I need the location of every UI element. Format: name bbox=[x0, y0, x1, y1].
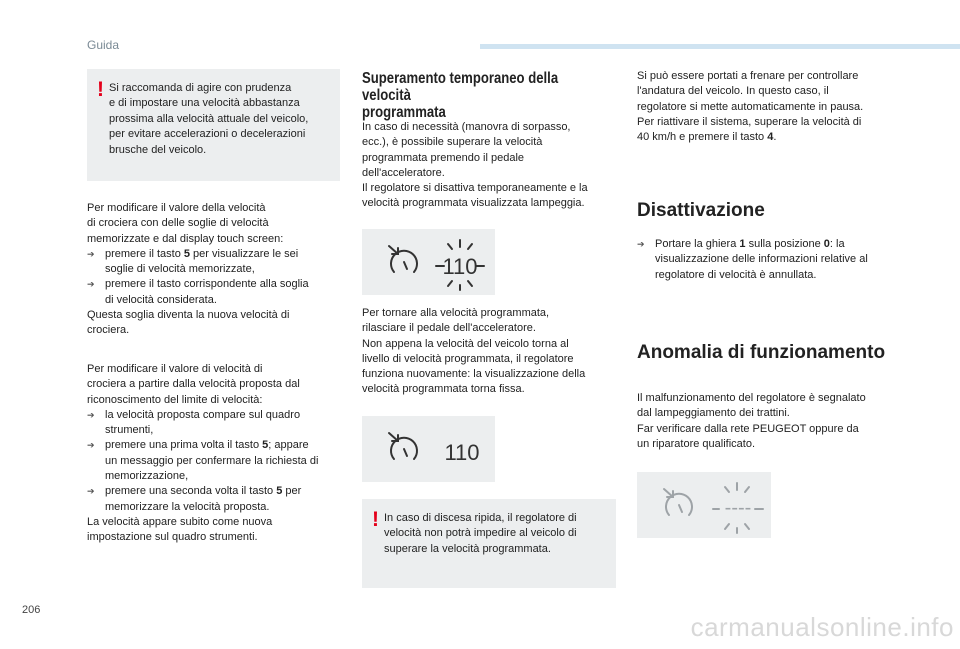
text-span: visualizzazione delle informazioni relative al bbox=[655, 253, 868, 266]
text-line: crociera a partire dalla velocità proposta dal bbox=[87, 378, 300, 391]
speedometer-dashes-icon bbox=[637, 472, 771, 538]
deactivation-instructions bbox=[637, 237, 899, 283]
text-line: regolatore si mette automaticamente in pausa. bbox=[637, 100, 864, 113]
warning-box bbox=[87, 69, 340, 181]
bullet-item bbox=[87, 408, 349, 439]
text-span: premere il tasto corrispondente alla soglia bbox=[105, 278, 309, 291]
bullet-item bbox=[87, 277, 347, 308]
text-span: . bbox=[773, 131, 777, 144]
section-label: Guida bbox=[87, 38, 120, 52]
key-number: 5 bbox=[183, 247, 190, 260]
text-span: strumenti, bbox=[105, 424, 154, 437]
title-line: programmata bbox=[362, 104, 446, 121]
dashes-value: ---- bbox=[724, 497, 752, 519]
text-span: memorizzazione, bbox=[105, 470, 189, 483]
text-line: un riparatore qualificato. bbox=[637, 437, 756, 450]
text-span: per visualizzare le sei bbox=[190, 247, 299, 260]
text-span: un messaggio per confermare la richiesta di bbox=[105, 454, 319, 467]
key-number: 0 bbox=[823, 238, 830, 250]
text-line: Si può essere portati a frenare per controllare bbox=[637, 70, 859, 82]
text-span: 40 km/h e premere il tasto bbox=[637, 131, 768, 144]
title-line: Superamento temporaneo della velocità bbox=[362, 70, 559, 104]
text-span: premere il tasto bbox=[105, 247, 184, 260]
block-stored-thresholds bbox=[87, 201, 347, 339]
speedometer-flashing-icon bbox=[362, 229, 495, 295]
text-span: premere una seconda volta il tasto bbox=[105, 485, 277, 498]
text-span: memorizzare la velocità proposta. bbox=[105, 500, 270, 513]
warning-text bbox=[109, 81, 330, 158]
text-span: soglie di velocità memorizzate, bbox=[105, 263, 255, 276]
text-line: ecc.), è possibile superare la velocità bbox=[362, 136, 543, 149]
text-span: : la bbox=[829, 238, 845, 250]
text-line: Il malfunzionamento del regolatore è segnalato bbox=[637, 392, 866, 404]
text-line: memorizzate e dal display touch screen: bbox=[87, 232, 284, 245]
section-title-temporary-override bbox=[362, 70, 608, 121]
watermark: carmanualsonline.info bbox=[690, 612, 954, 642]
text-line: Questa soglia diventa la nuova velocità di bbox=[87, 309, 290, 322]
text-line bbox=[637, 130, 897, 145]
exclamation-icon: ! bbox=[97, 78, 104, 101]
text-line: La velocità appare subito come nuova bbox=[87, 515, 273, 528]
text-span: di velocità considerata. bbox=[105, 293, 217, 306]
text-line: riconoscimento del limite di velocità: bbox=[87, 393, 263, 406]
header-bar bbox=[480, 44, 960, 49]
text-line: Per riattivare il sistema, superare la velocità di bbox=[637, 115, 862, 128]
text-line: dal lampeggiamento dei trattini. bbox=[637, 407, 790, 420]
text-line: Per modificare il valore della velocità bbox=[87, 202, 266, 214]
text-span: per bbox=[282, 485, 302, 498]
warning-line: prossima alla velocità attuale del veicolo, bbox=[109, 112, 309, 125]
text-line: velocità programmata torna fissa. bbox=[362, 383, 525, 396]
warning-line: velocità non potrà impedire al veicolo di bbox=[384, 527, 577, 540]
text-line: livello di velocità programmata, il regolatore bbox=[362, 352, 574, 365]
text-line: In caso di necessità (manovra di sorpasso, bbox=[362, 121, 571, 133]
text-span: ; appare bbox=[268, 439, 309, 452]
text-line: dell'acceleratore. bbox=[362, 166, 445, 179]
text-span: la velocità proposta compare sul quadro bbox=[105, 408, 301, 421]
key-number: 1 bbox=[739, 238, 746, 250]
key-number: 5 bbox=[276, 485, 283, 498]
key-number: 5 bbox=[262, 439, 269, 452]
text-line: impostazione sul quadro strumenti. bbox=[87, 531, 258, 544]
warning-line: e di impostare una velocità abbastanza bbox=[109, 97, 300, 110]
speed-value: 110 bbox=[442, 254, 478, 279]
bullet-item bbox=[87, 247, 347, 278]
text-line: l'andatura del veicolo. In questo caso, il bbox=[637, 85, 829, 98]
text-span: premere una prima volta il tasto bbox=[105, 439, 263, 452]
warning-line: In caso di discesa ripida, il regolatore di bbox=[384, 512, 577, 524]
text-line: Per modificare il valore di velocità di bbox=[87, 363, 263, 375]
text-line: Per tornare alla velocità programmata, bbox=[362, 307, 550, 319]
text-line: funziona nuovamente: la visualizzazione della bbox=[362, 368, 586, 381]
text-line: crociera. bbox=[87, 324, 130, 337]
text-line: di crociera con delle soglie di velocità bbox=[87, 217, 269, 230]
return-paragraph bbox=[362, 306, 618, 398]
text-line: Non appena la velocità del veicolo torna al bbox=[362, 337, 569, 350]
speedometer-icon bbox=[362, 416, 495, 482]
heading-disattivazione: Disattivazione bbox=[637, 200, 765, 221]
exclamation-icon: ! bbox=[372, 508, 379, 531]
bullet-item bbox=[87, 484, 349, 515]
malfunction-paragraph bbox=[637, 391, 899, 452]
override-paragraph bbox=[362, 120, 618, 212]
key-number: 4 bbox=[767, 131, 774, 144]
warning-line: brusche del veicolo. bbox=[109, 143, 207, 156]
heading-anomalia: Anomalia di funzionamento bbox=[637, 342, 886, 363]
block-proposed-speed bbox=[87, 362, 349, 546]
text-line: Il regolatore si disattiva temporaneamente e la bbox=[362, 182, 588, 195]
warning-box bbox=[362, 499, 616, 588]
warning-line: Si raccomanda di agire con prudenza bbox=[109, 82, 292, 94]
bullet-item bbox=[637, 237, 899, 283]
warning-line: per evitare accelerazioni o decelerazioni bbox=[109, 128, 306, 141]
speed-value: 110 bbox=[444, 440, 480, 465]
bullet-item bbox=[87, 438, 349, 484]
text-span: regolatore di velocità è annullata. bbox=[655, 268, 817, 281]
text-line: Far verificare dalla rete PEUGEOT oppure da bbox=[637, 422, 859, 435]
text-span: Portare la ghiera bbox=[655, 238, 740, 250]
text-span: sulla posizione bbox=[745, 238, 824, 250]
page-number: 206 bbox=[22, 604, 41, 616]
text-line: rilasciare il pedale dell'acceleratore. bbox=[362, 322, 536, 335]
braking-paragraph bbox=[637, 69, 897, 145]
text-line: velocità programmata visualizzata lampeggia. bbox=[362, 197, 585, 210]
warning-line: superare la velocità programmata. bbox=[384, 542, 551, 555]
warning-text bbox=[384, 511, 606, 557]
text-line: programmata premendo il pedale bbox=[362, 151, 525, 164]
